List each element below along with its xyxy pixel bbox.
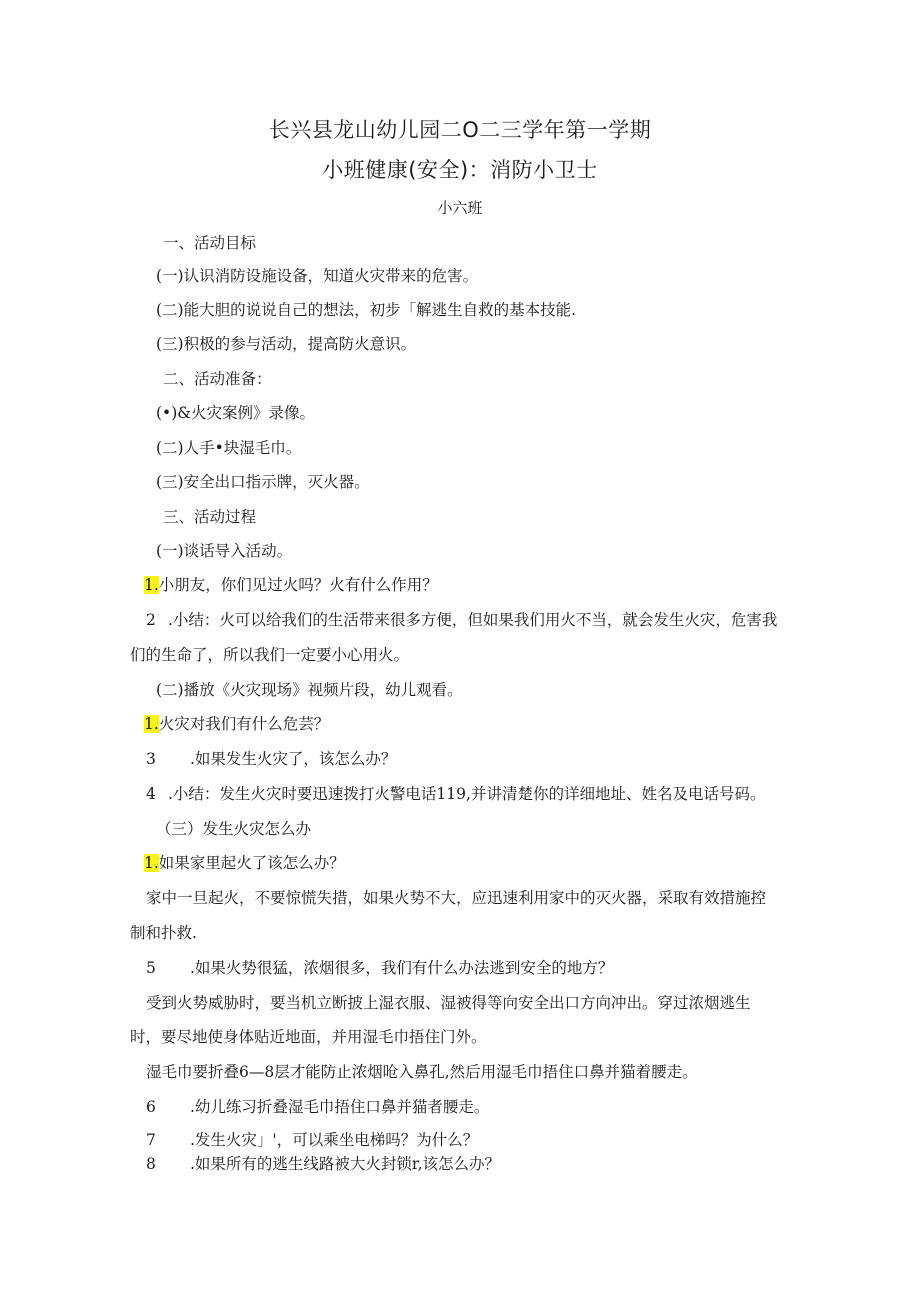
- document-title: 长兴县龙山幼儿园二O二三学年第一学期: [268, 118, 652, 142]
- class-name: 小六班: [437, 199, 483, 217]
- process-3-item-5: 5 .如果火势很猛，浓烟很多，我们有什么办法逃到安全的地方？: [146, 959, 614, 977]
- process-3-item-5-note: 湿毛巾要折叠6—8层才能防止浓烟呛入鼻孔,然后用湿毛巾捂住口鼻并猫着腰走。: [146, 1063, 698, 1081]
- prep-item-1: (•)&火灾案例》录像。: [156, 404, 316, 422]
- section-prep-heading: 二、活动准备：: [163, 370, 272, 388]
- goal-item-2: (二)能大胆的说说自己的想法，初步「解逃生自救的基本技能.: [156, 301, 577, 319]
- process-3-item-5-answer: 受到火势威胁时，要当机立断披上湿衣服、湿被得等向安全出口方向冲出。穿过浓烟逃生: [146, 994, 751, 1012]
- process-3-item-7: 7 .发生火灾」'，可以乘坐电梯吗？为什么？: [146, 1131, 479, 1149]
- section-process-heading: 三、活动过程: [163, 508, 257, 526]
- process-3-item-1-answer-cont: 制和扑救.: [130, 924, 197, 942]
- highlight-number: 1.: [144, 715, 159, 733]
- process-3-item-6: 6 .幼儿练习折叠湿毛巾捂住口鼻并猫者腰走。: [146, 1098, 490, 1116]
- process-1-item-2-cont: 们的生命了，所以我们一定要小心用火。: [130, 646, 410, 664]
- process-part-1: (一)谈话导入活动。: [156, 542, 293, 560]
- process-1-item-1: 1.小朋友，你们见过火吗？火有什么作用？: [144, 576, 438, 594]
- goal-item-3: (三)积极的参与活动，提高防火意识。: [156, 335, 417, 353]
- lesson-title: 小班健康(安全)：消防小卫士: [322, 158, 598, 182]
- process-part-3: （三）发生火灾怎么办: [156, 820, 312, 838]
- process-3-item-1-answer: 家中一旦起火，不要惊慌失措，如果火势不大，应迅速利用家中的灭火器，采取有效措施控: [146, 889, 767, 907]
- prep-item-3: (三)安全出口指示牌，灭火器。: [156, 473, 370, 491]
- highlight-number: 1.: [144, 576, 159, 594]
- highlight-number: 1.: [144, 854, 159, 872]
- process-part-2: (二)播放《火灾现场》视频片段，幼儿观看。: [156, 681, 463, 699]
- process-2-item-3: 3 .如果发生火灾了，该怎么办？: [146, 750, 397, 768]
- prep-item-2: (二)人手•块湿毛巾。: [156, 439, 302, 457]
- process-2-item-4: 4 .小结：发生火灾时要迅速拨打火警电话119,并讲清楚你的详细地址、姓名及电话号码。: [146, 785, 766, 803]
- section-goals-heading: 一、活动目标: [163, 234, 257, 252]
- process-1-item-2: 2 .小结：火可以给我们的生活带来很多方便，但如果我们用火不当，就会发生火灾，危害我: [146, 611, 778, 629]
- goal-item-1: (一)认识消防设施设备，知道火灾带来的危害。: [156, 267, 479, 285]
- process-3-item-1: 1.如果家里起火了该怎么办？: [144, 854, 345, 872]
- process-3-item-8: 8 .如果所有的逃生线路被大火封锁r,该怎么办？: [146, 1155, 501, 1173]
- process-2-item-1: 1.火灾对我们有什么危芸？: [144, 715, 330, 733]
- process-3-item-5-answer-cont: 时，要尽地使身体贴近地面，并用湿毛巾捂住门外。: [130, 1028, 487, 1046]
